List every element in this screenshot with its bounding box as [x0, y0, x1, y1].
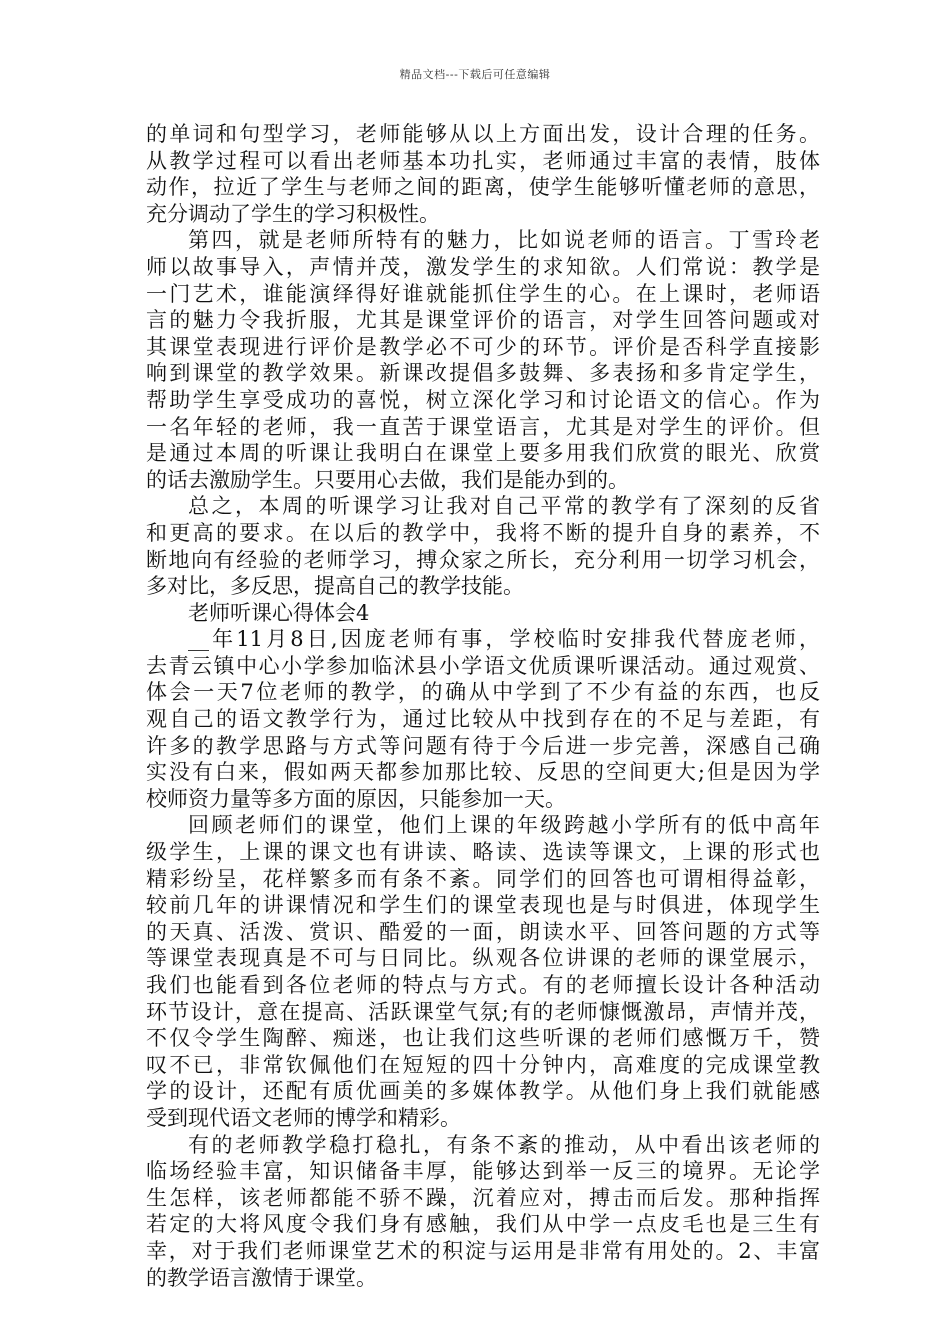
- text-line: 去青云镇中心小学参加临沭县小学语文优质课听课活动。通过观赏、: [146, 653, 820, 678]
- text-line: 等课堂表现真是不可与日同比。纵观各位讲课的老师的课堂展示，: [146, 946, 820, 971]
- text-line: 充分调动了学生的学习积极性。: [146, 201, 440, 226]
- text-line: 级学生，上课的课文也有讲读、略读、选读等课文，上课的形式也: [146, 840, 820, 865]
- text-line: 较前几年的讲课情况和学生们的课堂表现也是与时俱进，体现学生: [146, 893, 820, 918]
- text-line: 一名年轻的老师，我一直苦于课堂语言，尤其是对学生的评价。但: [146, 414, 820, 439]
- text-line: 学的设计，还配有质优画美的多媒体教学。从他们身上我们就能感: [146, 1079, 820, 1104]
- text-line: 响到课堂的教学效果。新课改提倡多鼓舞、多表扬和多肯定学生，: [146, 361, 820, 386]
- text-line: 老师听课心得体会4: [188, 600, 370, 625]
- text-line: 动作，拉近了学生与老师之间的距离，使学生能够听懂老师的意思，: [146, 175, 820, 200]
- text-line: __年11月8日,因庞老师有事，学校临时安排我代替庞老师，: [188, 627, 820, 652]
- page-header: 精品文档---下载后可任意编辑: [399, 68, 551, 81]
- text-line: 许多的教学思路与方式等问题有待于今后进一步完善，深感自己确: [146, 733, 820, 758]
- text-line: 第四，就是老师所特有的魅力，比如说老师的语言。丁雪玲老: [188, 228, 820, 253]
- text-line: 和更高的要求。在以后的教学中，我将不断的提升自身的素养，不: [146, 520, 820, 545]
- text-line: 叹不已，非常钦佩他们在短短的四十分钟内，高难度的完成课堂教: [146, 1052, 820, 1077]
- text-line: 言的魅力令我折服，尤其是课堂评价的语言，对学生回答问题或对: [146, 308, 820, 333]
- text-line: 受到现代语文老师的博学和精彩。: [146, 1105, 461, 1130]
- text-line: 观自己的语文教学行为，通过比较从中找到存在的不足与差距，有: [146, 707, 820, 732]
- text-line: 精彩纷呈，花样繁多而有条不紊。同学们的回答也可谓相得益彰，: [146, 866, 820, 891]
- text-line: 一门艺术，谁能演绎得好谁就能抓住学生的心。在上课时，老师语: [146, 281, 820, 306]
- text-line: 多对比，多反思，提高自己的教学技能。: [146, 574, 524, 599]
- text-line: 回顾老师们的课堂，他们上课的年级跨越小学所有的低中高年: [188, 813, 820, 838]
- text-line: 总之，本周的听课学习让我对自己平常的教学有了深刻的反省: [188, 494, 820, 519]
- text-line: 其课堂表现进行评价是教学必不可少的环节。评价是否科学直接影: [146, 334, 820, 359]
- text-line: 师以故事导入，声情并茂，激发学生的求知欲。人们常说：教学是: [146, 254, 820, 279]
- text-line: 是通过本周的听课让我明白在课堂上要多用我们欣赏的眼光、欣赏: [146, 441, 820, 466]
- text-line: 临场经验丰富，知识储备丰厚，能够达到举一反三的境界。无论学: [146, 1159, 820, 1184]
- text-line: 有的老师教学稳打稳扎，有条不紊的推动，从中看出该老师的: [188, 1132, 820, 1157]
- text-line: 体会一天7位老师的教学，的确从中学到了不少有益的东西，也反: [146, 680, 820, 705]
- text-line: 的天真、活泼、赏识、酷爱的一面，朗读水平、回答问题的方式等: [146, 919, 820, 944]
- text-line: 实没有白来，假如两天都参加那比较、反思的空间更大;但是因为学: [146, 760, 820, 785]
- text-line: 我们也能看到各位老师的特点与方式。有的老师擅长设计各种活动: [146, 973, 820, 997]
- text-line: 的教学语言激情于课堂。: [146, 1265, 377, 1290]
- text-line: 不仅令学生陶醉、痴迷，也让我们这些听课的老师们感慨万千，赞: [146, 1026, 820, 1051]
- text-line: 的话去激励学生。只要用心去做，我们是能办到的。: [146, 467, 629, 492]
- document-body: [146, 121, 820, 1291]
- text-line: 校师资力量等多方面的原因，只能参加一天。: [146, 786, 566, 811]
- text-line: 幸，对于我们老师课堂艺术的积淀与运用是非常有用处的。2、丰富: [146, 1238, 820, 1263]
- text-line: 环节设计，意在提高、活跃课堂气氛;有的老师慷慨激昂，声情并茂，: [146, 999, 820, 1024]
- text-line: 断地向有经验的老师学习，搏众家之所长，充分利用一切学习机会，: [146, 547, 820, 572]
- text-line: 从教学过程可以看出老师基本功扎实，老师通过丰富的表情，肢体: [146, 148, 820, 173]
- text-line: 帮助学生享受成功的喜悦，树立深化学习和讨论语文的信心。作为: [146, 387, 820, 412]
- text-line: 生怎样，该老师都能不骄不躁，沉着应对，搏击而后发。那种指挥: [146, 1185, 820, 1210]
- text-line: 若定的大将风度令我们身有感触，我们从中学一点皮毛也是三生有: [146, 1212, 820, 1237]
- text-line: 的单词和句型学习，老师能够从以上方面出发，设计合理的任务。: [146, 122, 820, 146]
